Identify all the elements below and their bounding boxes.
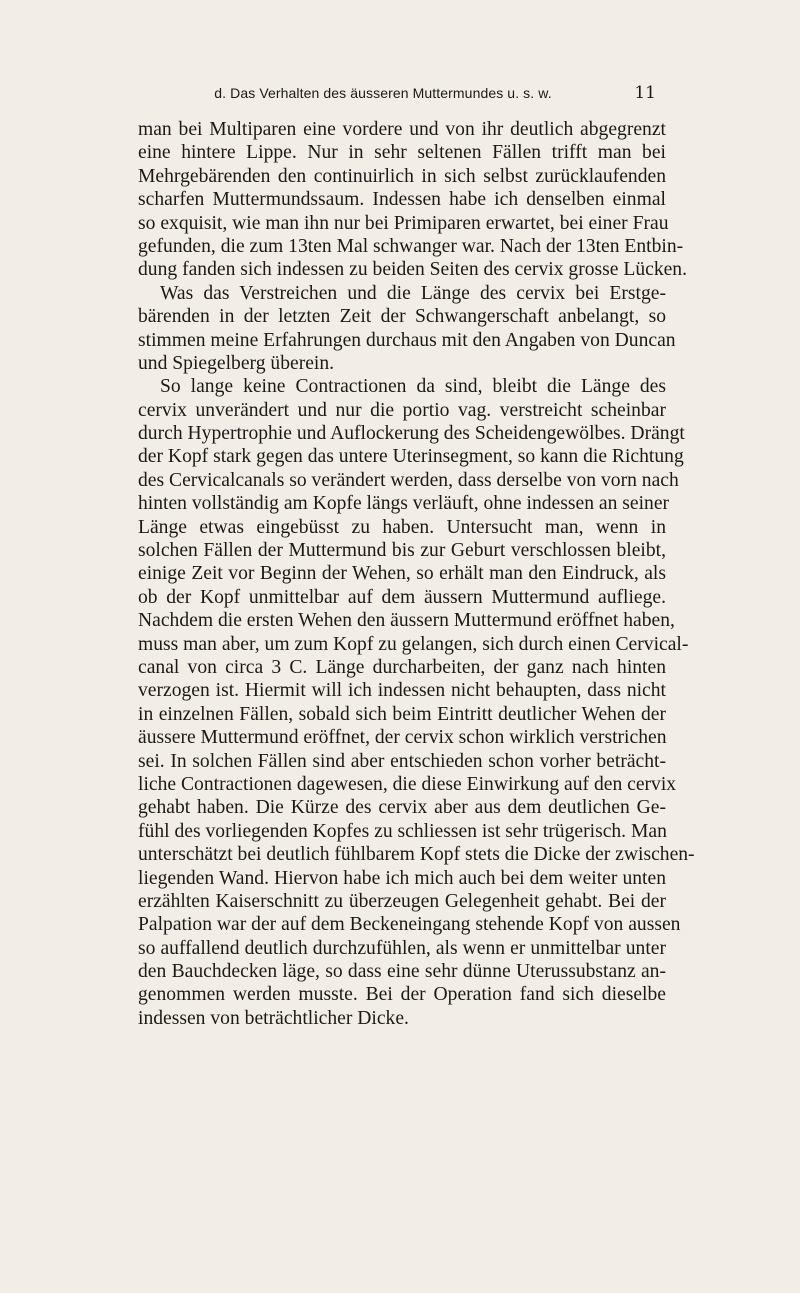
text-line: Nachdem die ersten Wehen den äussern Muttermund eröffnet haben, xyxy=(138,610,675,632)
text-line: in einzelnen Fällen, sobald sich beim Eintritt deutlicher Wehen der xyxy=(138,703,666,725)
text-line: ob der Kopf unmittelbar auf dem äussern Muttermund aufliege. xyxy=(138,586,666,608)
text-line: verzogen ist. Hiermit will ich indessen nicht behaupten, dass nicht xyxy=(138,680,666,702)
running-header xyxy=(150,85,656,109)
text-line: eine hintere Lippe. Nur in sehr seltenen Fällen trifft man bei xyxy=(138,142,666,164)
text-line: scharfen Muttermundssaum. Indessen habe ich denselben einmal xyxy=(138,189,666,211)
text-line: erzählten Kaiserschnitt zu überzeugen Gelegenheit gehabt. Bei der xyxy=(138,890,666,912)
running-header-title: d. Das Verhalten des äusseren Muttermundes u. s. w. xyxy=(214,85,552,101)
page-number: 11 xyxy=(634,83,656,103)
text-line: des Cervicalcanals so verändert werden, dass derselbe von vorn nach xyxy=(138,469,679,491)
text-line: den Bauchdecken läge, so dass eine sehr dünne Uterussubstanz an- xyxy=(138,961,666,983)
text-line: der Kopf stark gegen das untere Uterinsegment, so kann die Richtung xyxy=(138,446,684,468)
text-line: einige Zeit vor Beginn der Wehen, so erhält man den Eindruck, als xyxy=(138,563,666,585)
text-line: gefunden, die zum 13ten Mal schwanger war. Nach der 13ten Entbin- xyxy=(138,235,684,257)
text-line: so auffallend deutlich durchzufühlen, als wenn er unmittelbar unter xyxy=(138,937,666,959)
text-line: canal von circa 3 C. Länge durcharbeiten, der ganz nach hinten xyxy=(138,656,666,678)
text-line: hinten vollständig am Kopfe längs verläuft, ohne indessen an seiner xyxy=(138,493,670,515)
text-line: indessen von beträchtlicher Dicke. xyxy=(138,1007,409,1029)
paragraph-start-line: So lange keine Contractionen da sind, bleibt die Länge des xyxy=(160,376,666,398)
text-line: dung fanden sich indessen zu beiden Seiten des cervix grosse Lücken. xyxy=(138,259,688,281)
text-line: durch Hypertrophie und Auflockerung des Scheidengewölbes. Drängt xyxy=(138,423,685,445)
text-line: bärenden in der letzten Zeit der Schwangerschaft anbelangt, so xyxy=(138,306,666,328)
body-text xyxy=(138,118,695,1030)
text-line: und Spiegelberg überein. xyxy=(138,352,335,374)
text-line: Länge etwas eingebüsst zu haben. Untersucht man, wenn in xyxy=(138,516,666,538)
text-line: cervix unverändert und nur die portio vag. verstreicht scheinbar xyxy=(138,399,666,421)
text-line: unterschätzt bei deutlich fühlbarem Kopf stets die Dicke der zwischen- xyxy=(138,844,695,866)
text-line: genommen werden musste. Bei der Operation fand sich dieselbe xyxy=(138,984,666,1006)
text-line: liegenden Wand. Hiervon habe ich mich auch bei dem weiter unten xyxy=(138,867,666,889)
text-line: sei. In solchen Fällen sind aber entschieden schon vorher beträcht- xyxy=(138,750,666,772)
text-line: fühl des vorliegenden Kopfes zu schliessen ist sehr trügerisch. Man xyxy=(138,820,667,842)
text-line: man bei Multiparen eine vordere und von ihr deutlich abgegrenzt xyxy=(138,119,666,140)
text-line: Palpation war der auf dem Beckeneingang stehende Kopf von aussen xyxy=(138,914,681,936)
text-line: muss man aber, um zum Kopf zu gelangen, sich durch einen Cervical- xyxy=(138,633,689,655)
text-line: liche Contractionen dagewesen, die diese Einwirkung auf den cervix xyxy=(138,773,677,795)
text-line: Mehrgebärenden den continuirlich in sich selbst zurücklaufenden xyxy=(138,165,666,187)
text-line: solchen Fällen der Muttermund bis zur Geburt verschlossen bleibt, xyxy=(138,540,666,562)
text-line: stimmen meine Erfahrungen durchaus mit den Angaben von Duncan xyxy=(138,329,676,351)
paragraph-start-line: Was das Verstreichen und die Länge des cervix bei Erstge- xyxy=(160,282,666,304)
text-line: so exquisit, wie man ihn nur bei Primiparen erwartet, bei einer Frau xyxy=(138,212,669,234)
text-line: äussere Muttermund eröffnet, der cervix schon wirklich verstrichen xyxy=(138,727,667,749)
text-line: gehabt haben. Die Kürze des cervix aber aus dem deutlichen Ge- xyxy=(138,797,666,819)
